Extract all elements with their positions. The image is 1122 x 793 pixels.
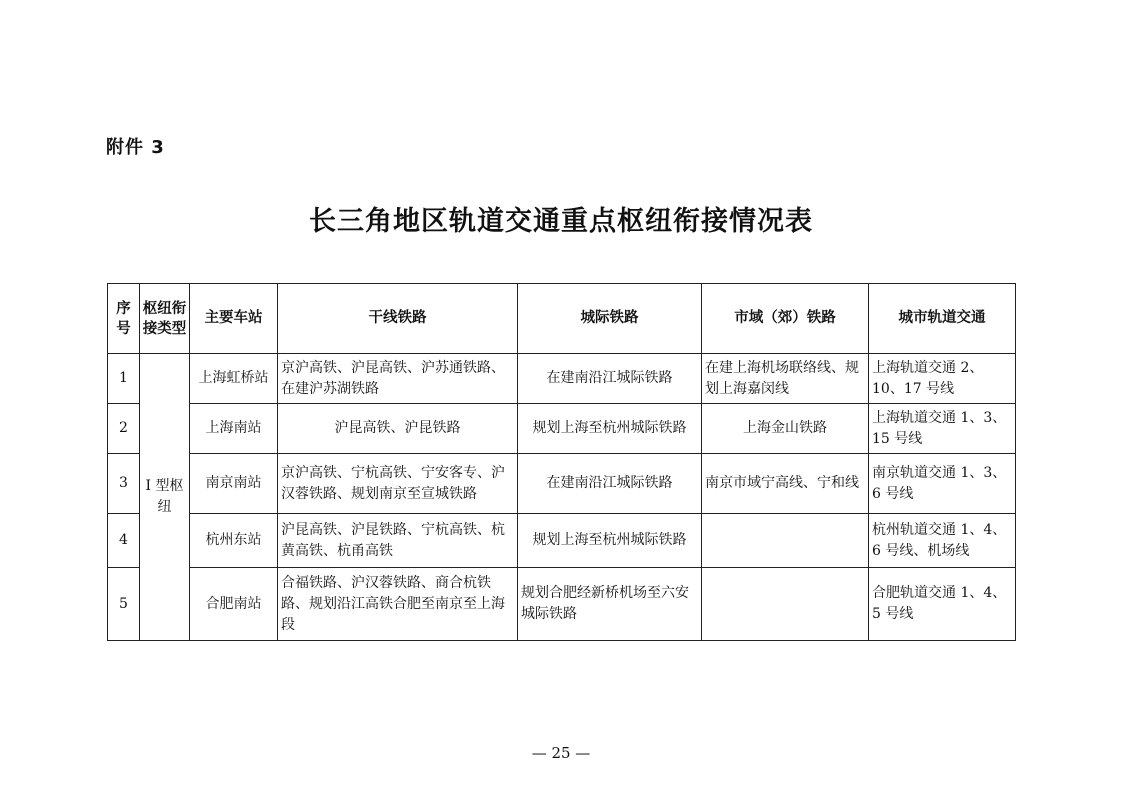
row-station: 合肥南站 — [190, 568, 278, 641]
row-trunk: 沪昆高铁、沪昆铁路、宁杭高铁、杭黄高铁、杭甬高铁 — [278, 514, 518, 568]
row-intercity: 规划上海至杭州城际铁路 — [518, 514, 702, 568]
row-suburban: 上海金山铁路 — [702, 404, 869, 454]
header-hub-type: 枢纽衔接类型 — [140, 284, 190, 354]
row-station: 上海南站 — [190, 404, 278, 454]
row-metro: 杭州轨道交通 1、4、6 号线、机场线 — [869, 514, 1016, 568]
row-station: 上海虹桥站 — [190, 354, 278, 404]
row-intercity: 规划合肥经新桥机场至六安城际铁路 — [518, 568, 702, 641]
table-header-row — [108, 284, 1016, 354]
row-seq: 1 — [108, 354, 140, 404]
header-station: 主要车站 — [190, 284, 278, 354]
row-seq: 4 — [108, 514, 140, 568]
table-row — [108, 568, 1016, 641]
header-urban-rail: 城市轨道交通 — [869, 284, 1016, 354]
document-title: 长三角地区轨道交通重点枢纽衔接情况表 — [309, 206, 813, 237]
table-row — [108, 514, 1016, 568]
row-suburban — [702, 568, 869, 641]
row-seq: 2 — [108, 404, 140, 454]
row-trunk: 沪昆高铁、沪昆铁路 — [278, 404, 518, 454]
row-metro: 南京轨道交通 1、3、6 号线 — [869, 454, 1016, 514]
row-intercity: 在建南沿江城际铁路 — [518, 354, 702, 404]
header-intercity-railway: 城际铁路 — [518, 284, 702, 354]
row-seq: 3 — [108, 454, 140, 514]
hub-type-cell: I 型枢纽 — [140, 354, 190, 641]
row-intercity: 规划上海至杭州城际铁路 — [518, 404, 702, 454]
header-seq: 序号 — [108, 284, 140, 354]
row-intercity: 在建南沿江城际铁路 — [518, 454, 702, 514]
row-trunk: 京沪高铁、宁杭高铁、宁安客专、沪汉蓉铁路、规划南京至宣城铁路 — [278, 454, 518, 514]
row-station: 杭州东站 — [190, 514, 278, 568]
row-trunk: 合福铁路、沪汉蓉铁路、商合杭铁路、规划沿江高铁合肥至南京至上海段 — [278, 568, 518, 641]
header-suburban-railway: 市域（郊）铁路 — [702, 284, 869, 354]
row-seq: 5 — [108, 568, 140, 641]
row-suburban: 在建上海机场联络线、规划上海嘉闵线 — [702, 354, 869, 404]
table-row — [108, 404, 1016, 454]
row-suburban — [702, 514, 869, 568]
row-trunk: 京沪高铁、沪昆高铁、沪苏通铁路、在建沪苏湖铁路 — [278, 354, 518, 404]
row-suburban: 南京市域宁高线、宁和线 — [702, 454, 869, 514]
row-metro: 上海轨道交通 2、10、17 号线 — [869, 354, 1016, 404]
row-station: 南京南站 — [190, 454, 278, 514]
page-number: — 25 — — [531, 744, 591, 762]
hub-connection-table — [107, 283, 1016, 641]
attachment-label: 附件 3 — [106, 137, 165, 158]
table-row — [108, 354, 1016, 404]
row-metro: 上海轨道交通 1、3、15 号线 — [869, 404, 1016, 454]
table-row — [108, 454, 1016, 514]
row-metro: 合肥轨道交通 1、4、5 号线 — [869, 568, 1016, 641]
header-trunk-railway: 干线铁路 — [278, 284, 518, 354]
